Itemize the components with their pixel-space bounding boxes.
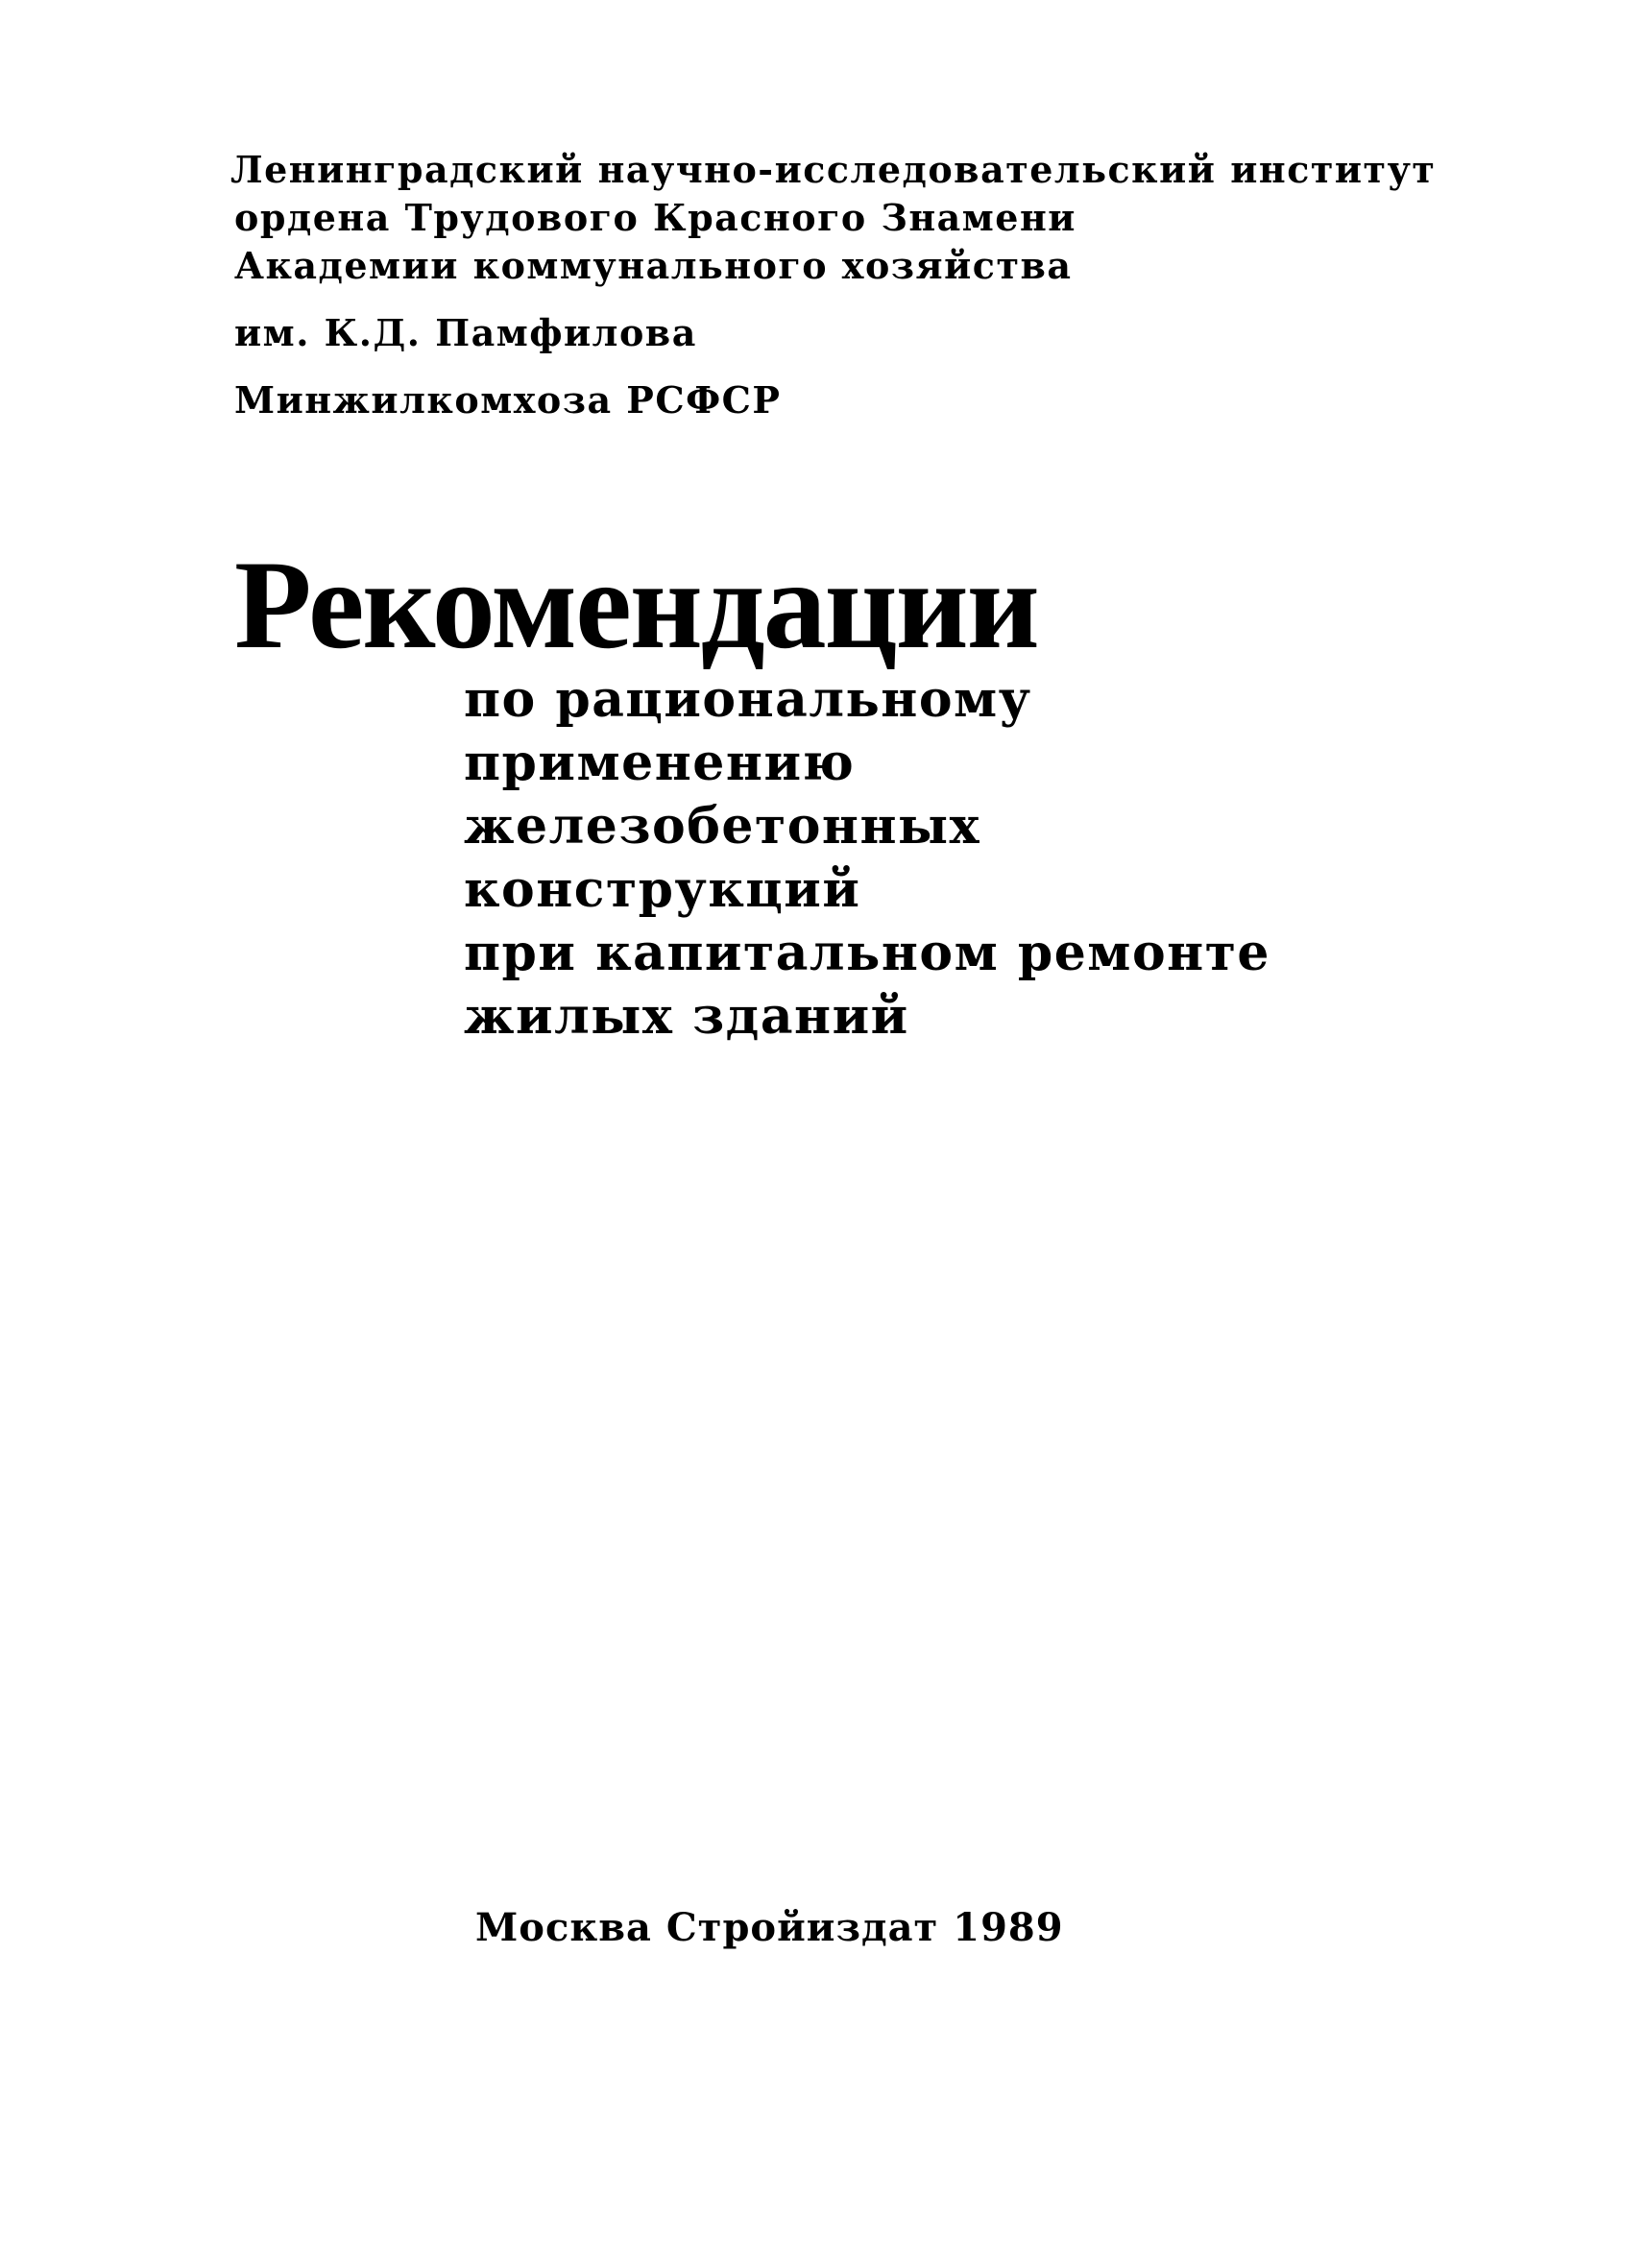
organization-block bbox=[230, 146, 1479, 424]
organization-line: Академии коммунального хозяйства bbox=[234, 244, 1073, 287]
subtitle-line: железобетонных bbox=[464, 797, 981, 856]
subtitle-line: при капитальном ремонте bbox=[464, 924, 1271, 982]
organization-line: ордена Трудового Красного Знамени bbox=[234, 196, 1076, 239]
organization-line: Ленинградский научно-исследовательский институт bbox=[230, 148, 1437, 191]
subtitle-line: жилых зданий bbox=[464, 987, 909, 1046]
subtitle-line: конструкций bbox=[464, 860, 861, 919]
publisher-imprint: Москва Стройиздат 1989 bbox=[475, 1905, 1064, 1950]
subtitle-block bbox=[464, 668, 1520, 1049]
organization-line: Минжилкомхоза РСФСР bbox=[234, 378, 782, 422]
document-title: Рекомендации bbox=[234, 534, 1038, 675]
subtitle-line: по рациональному bbox=[464, 670, 1032, 729]
subtitle-line: применению bbox=[464, 734, 856, 792]
organization-line: им. К.Д. Памфилова bbox=[234, 311, 697, 354]
